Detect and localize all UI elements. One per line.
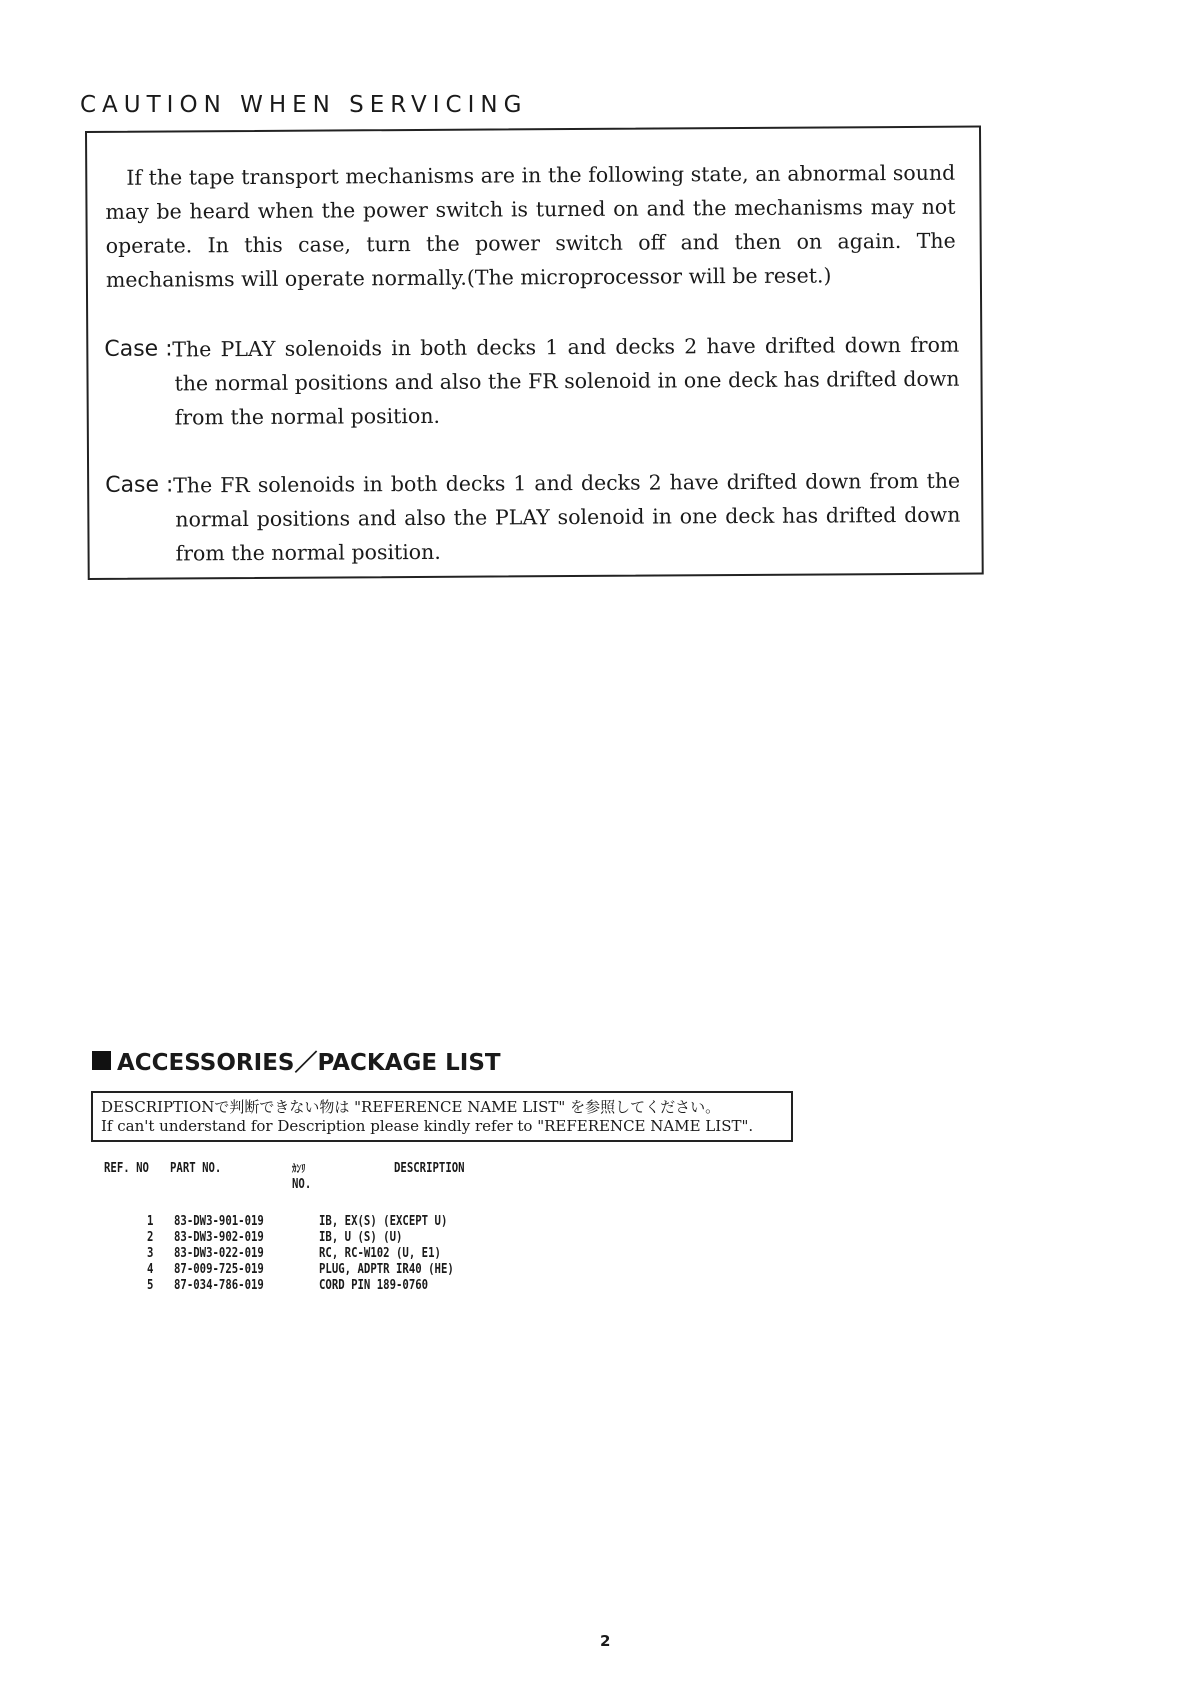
table-row xyxy=(144,1278,544,1294)
case-text: The PLAY solenoids in both decks 1 and decks 2 have drifted down from the normal positions and also the FR solenoid in one deck has drifted down from the normal position. xyxy=(172,332,960,430)
case-item xyxy=(105,464,965,566)
row-description: RC, RC-W102 (U, E1) xyxy=(319,1246,441,1261)
accessories-heading xyxy=(92,1044,501,1077)
row-description: IB, U (S) (U) xyxy=(319,1230,403,1245)
row-part-no: 83-DW3-901-019 xyxy=(174,1214,264,1229)
row-part-no: 87-034-786-019 xyxy=(174,1278,264,1293)
table-row xyxy=(144,1246,544,1262)
column-header-part-no: PART NO. xyxy=(170,1161,222,1176)
parts-rows xyxy=(144,1214,544,1294)
table-row xyxy=(144,1214,544,1230)
row-description: CORD PIN 189-0760 xyxy=(319,1278,429,1293)
row-part-no: 87-009-725-019 xyxy=(174,1262,264,1277)
table-row xyxy=(144,1262,544,1278)
reference-note-english: If can't understand for Description please kindly refer to "REFERENCE NAME LIST". xyxy=(101,1117,754,1135)
case-label: Case : xyxy=(104,336,173,362)
column-header-ref-no: REF. NO xyxy=(104,1161,149,1176)
row-description: PLUG, ADPTR IR40 (HE) xyxy=(319,1262,454,1277)
column-header-description: DESCRIPTION xyxy=(394,1161,465,1176)
column-header-qty-label: NO. xyxy=(292,1177,312,1192)
row-ref-no: 5 xyxy=(147,1278,154,1293)
caution-box xyxy=(85,126,984,580)
row-part-no: 83-DW3-022-019 xyxy=(174,1246,264,1261)
row-ref-no: 4 xyxy=(147,1262,154,1277)
page-number: 2 xyxy=(600,1632,611,1650)
reference-note-box xyxy=(91,1091,793,1142)
caution-intro-paragraph: If the tape transport mechanisms are in the following state, an abnormal sound may be heard when the power switch is turned on and the mechanisms may not operate. In this case, turn the power switch off and then on again. The mechanisms will operate normally.(The microprocessor will be reset.) xyxy=(105,160,956,292)
row-ref-no: 2 xyxy=(147,1230,154,1245)
column-header-qty-no xyxy=(292,1161,311,1193)
table-row xyxy=(144,1230,544,1246)
reference-note-japanese: DESCRIPTIONで判断できない物は "REFERENCE NAME LIST" を参照してください。 xyxy=(101,1098,721,1116)
row-description: IB, EX(S) (EXCEPT U) xyxy=(319,1214,448,1229)
black-square-icon xyxy=(92,1051,111,1070)
case-label: Case : xyxy=(105,472,174,498)
row-ref-no: 3 xyxy=(147,1246,154,1261)
accessories-heading-text: ACCESSORIES／PACKAGE LIST xyxy=(117,1050,501,1076)
row-ref-no: 1 xyxy=(147,1214,154,1229)
column-header-qty-kana: ｶﾝﾘ xyxy=(292,1162,306,1175)
case-item xyxy=(104,328,964,430)
caution-heading: CAUTION WHEN SERVICING xyxy=(80,92,528,118)
row-part-no: 83-DW3-902-019 xyxy=(174,1230,264,1245)
case-text: The FR solenoids in both decks 1 and decks 2 have drifted down from the normal positions and also the PLAY solenoid in one deck has drifted down from the normal position. xyxy=(173,468,961,566)
